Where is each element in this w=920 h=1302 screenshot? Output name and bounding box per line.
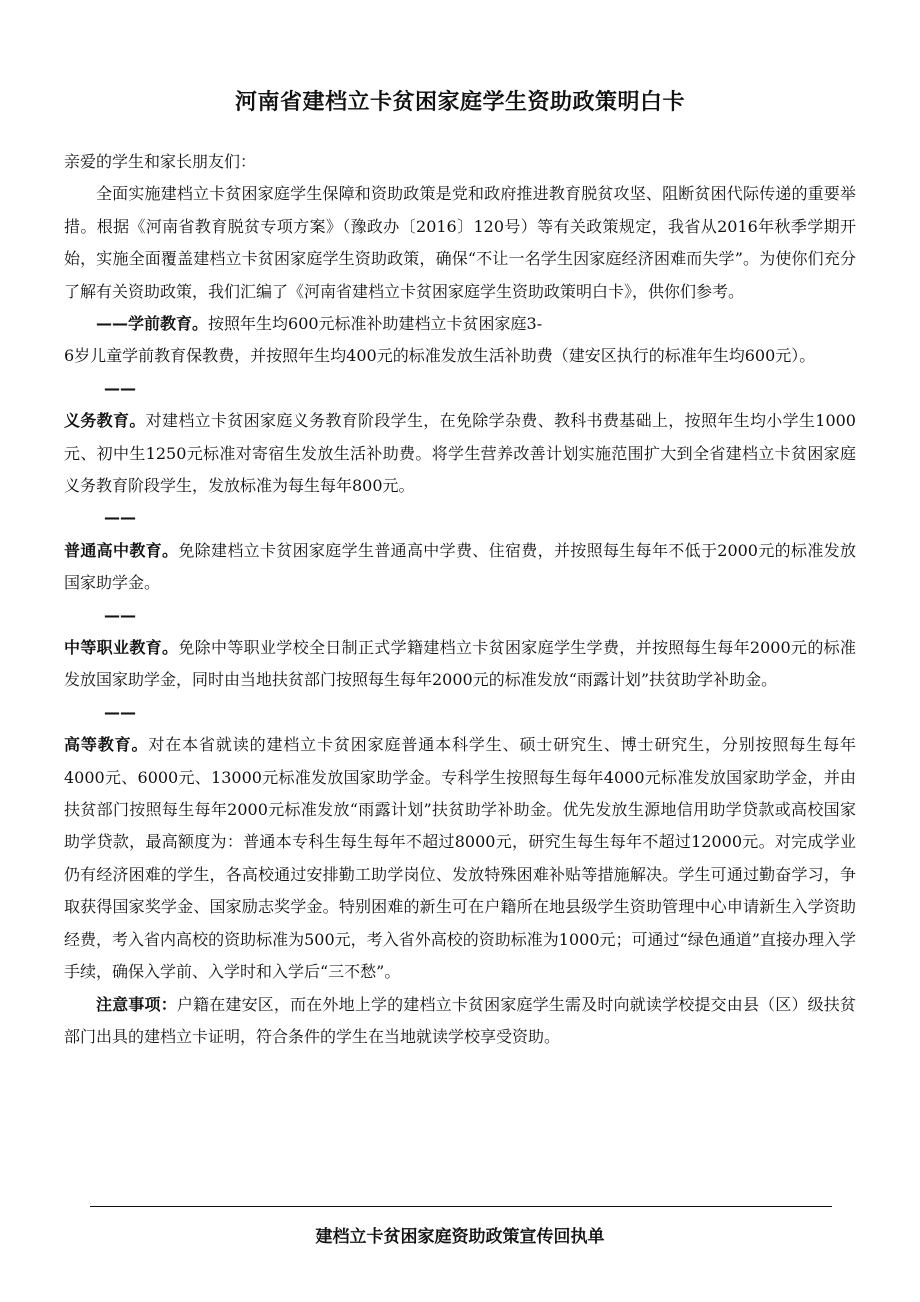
notice-paragraph <box>64 989 856 1054</box>
higher-dash: —— <box>104 702 136 722</box>
cut-line-divider <box>90 1206 832 1207</box>
preschool-line1 <box>64 308 856 340</box>
higher-text: 对在本省就读的建档立卡贫困家庭普通本科学生、硕士研究生、博士研究生，分别按照每生每年4000元、6000元、13000元标准发放国家助学金。专科学生按照每生每年4000元标准发放国家助学金，并由扶贫部门按照每生每年2000元标准发放“雨露计划”扶贫助学补助金。优先发放生源地信用助学贷款或高校国家助学贷款，最高额度为：普通本专科生每生每年不超过8000元，研究生每生每年不超过12000元。对完成学业仍有经济困难的学生，各高校通过安排勤工助学岗位、发放特殊困难补贴等措施解决。学生可通过勤奋学习，争取获得国家奖学金、国家励志奖学金。特别困难的新生可在户籍所在地县级学生资助管理中心申请新生入学资助经费，考入省内高校的资助标准为500元，考入省外高校的资助标准为1000元；可通过“绿色通道”直接办理入学手续，确保入学前、入学时和入学后“三不愁”。 <box>64 735 856 982</box>
preschool-text-rest: 6岁儿童学前教育保教费，并按照年生均400元的标准发放生活补助费（建安区执行的标准年生均600元）。 <box>64 346 816 366</box>
compulsory-dash: —— <box>104 378 136 398</box>
vocational-dash: —— <box>104 605 136 625</box>
preschool-heading: ——学前教育。 <box>96 314 209 334</box>
higher-heading: 高等教育。 <box>64 735 149 755</box>
receipt-title: 建档立卡贫困家庭资助政策宣传回执单 <box>315 1227 605 1247</box>
high-school-paragraph <box>64 535 856 600</box>
preschool-text-line1: 按照年生均600元标准补助建档立卡贫困家庭3- <box>208 314 543 334</box>
notice-heading: 注意事项： <box>96 994 177 1014</box>
document-body <box>64 146 856 1053</box>
vocational-paragraph <box>64 632 856 697</box>
compulsory-paragraph <box>64 405 856 502</box>
high-school-dash: —— <box>104 508 136 528</box>
intro-paragraph: 全面实施建档立卡贫困家庭学生保障和资助政策是党和政府推进教育脱贫攻坚、阻断贫困代际传递的重要举措。根据《河南省教育脱贫专项方案》（豫政办〔2016〕120号）等有关政策规定，我省从2016年秋季学期开始，实施全面覆盖建档立卡贫困家庭学生资助政策，确保“不让一名学生因家庭经济困难而失学”。为使你们充分了解有关资助政策，我们汇编了《河南省建档立卡贫困家庭学生资助政策明白卡》，供你们参考。 <box>64 184 856 301</box>
vocational-heading: 中等职业教育。 <box>64 638 179 658</box>
high-school-heading: 普通高中教育。 <box>64 540 179 560</box>
compulsory-heading: 义务教育。 <box>64 411 146 431</box>
compulsory-text: 对建档立卡贫困家庭义务教育阶段学生，在免除学杂费、教科书费基础上，按照年生均小学生1000元、初中生1250元标准对寄宿生发放生活补助费。将学生营养改善计划实施范围扩大到全省建档立卡贫困家庭义务教育阶段学生，发放标准为每生每年800元。 <box>64 411 856 496</box>
vocational-text: 免除中等职业学校全日制正式学籍建档立卡贫困家庭学生学费，并按照每生每年2000元的标准发放国家助学金，同时由当地扶贫部门按照每生每年2000元的标准发放“雨露计划”扶贫助学补助金。 <box>64 638 856 690</box>
notice-text: 户籍在建安区，而在外地上学的建档立卡贫困家庭学生需及时向就读学校提交由县（区）级扶贫部门出具的建档立卡证明，符合条件的学生在当地就读学校享受资助。 <box>64 994 856 1046</box>
greeting: 亲爱的学生和家长朋友们： <box>64 152 257 171</box>
higher-paragraph <box>64 729 856 988</box>
document-title: 河南省建档立卡贫困家庭学生资助政策明白卡 <box>234 90 685 115</box>
high-school-text: 免除建档立卡贫困家庭学生普通高中学费、住宿费，并按照每生每年不低于2000元的标准发放国家助学金。 <box>64 540 856 593</box>
